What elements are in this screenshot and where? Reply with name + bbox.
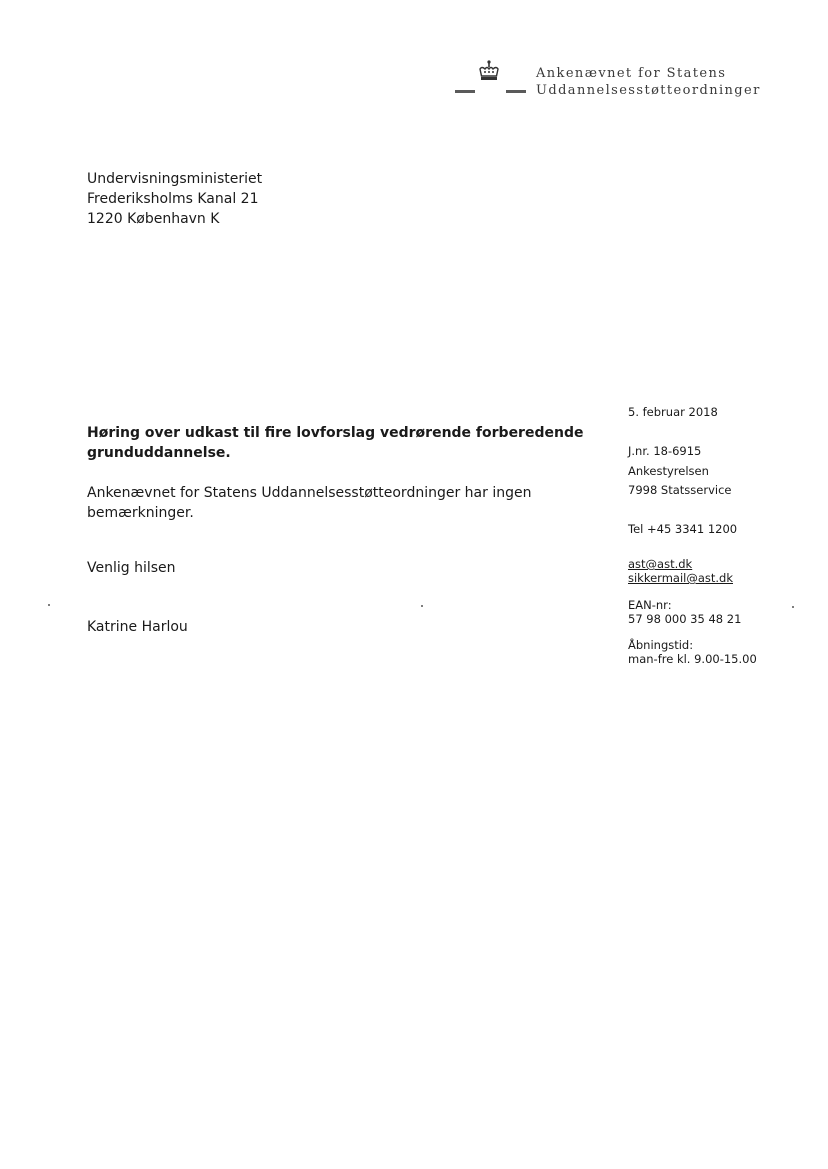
org-name-line1: Ankenævnet for Statens [536, 66, 727, 81]
office-name: Ankestyrelsen [628, 463, 709, 478]
hours-value: man-fre kl. 9.00-15.00 [628, 652, 757, 666]
opening-hours [628, 638, 757, 666]
scan-speck [421, 605, 423, 607]
letter-date: 5. februar 2018 [628, 405, 718, 419]
recipient-line3: 1220 København K [87, 211, 220, 227]
email-link[interactable]: ast@ast.dk [628, 557, 693, 571]
ean-value: 57 98 000 35 48 21 [628, 612, 742, 626]
letterhead-rule-left [455, 90, 475, 93]
case-info [628, 442, 731, 501]
greeting: Venlig hilsen [87, 560, 176, 576]
scan-speck [48, 604, 50, 606]
subject-line1: Høring over udkast til fire lovforslag vedrørende forberedende [87, 425, 584, 441]
ean-label: EAN-nr: [628, 598, 672, 612]
recipient-line2: Frederiksholms Kanal 21 [87, 191, 259, 207]
recipient-line1: Undervisningsministeriet [87, 171, 263, 187]
contact-emails [628, 557, 733, 585]
subject-line2: grunduddannelse. [87, 445, 231, 461]
body-line2: bemærkninger. [87, 505, 194, 521]
recipient-address [87, 169, 262, 229]
ean-block [628, 598, 741, 626]
journal-number: J.nr. 18-6915 [628, 444, 702, 458]
signer-name: Katrine Harlou [87, 619, 188, 635]
telephone: Tel +45 3341 1200 [628, 522, 738, 536]
hours-label: Åbningstid: [628, 638, 694, 652]
secure-email-link[interactable]: sikkermail@ast.dk [628, 571, 733, 585]
crown-icon [477, 60, 501, 82]
letter-subject [87, 423, 587, 463]
letterhead-rule-right [506, 90, 526, 93]
org-name-line2: Uddannelsesstøtteordninger [536, 83, 761, 98]
scan-speck [792, 606, 794, 608]
body-line1: Ankenævnet for Statens Uddannelsesstøtteordninger har ingen [87, 485, 532, 501]
letter-body [87, 483, 547, 523]
postal-address: 7998 Statsservice [628, 483, 732, 497]
